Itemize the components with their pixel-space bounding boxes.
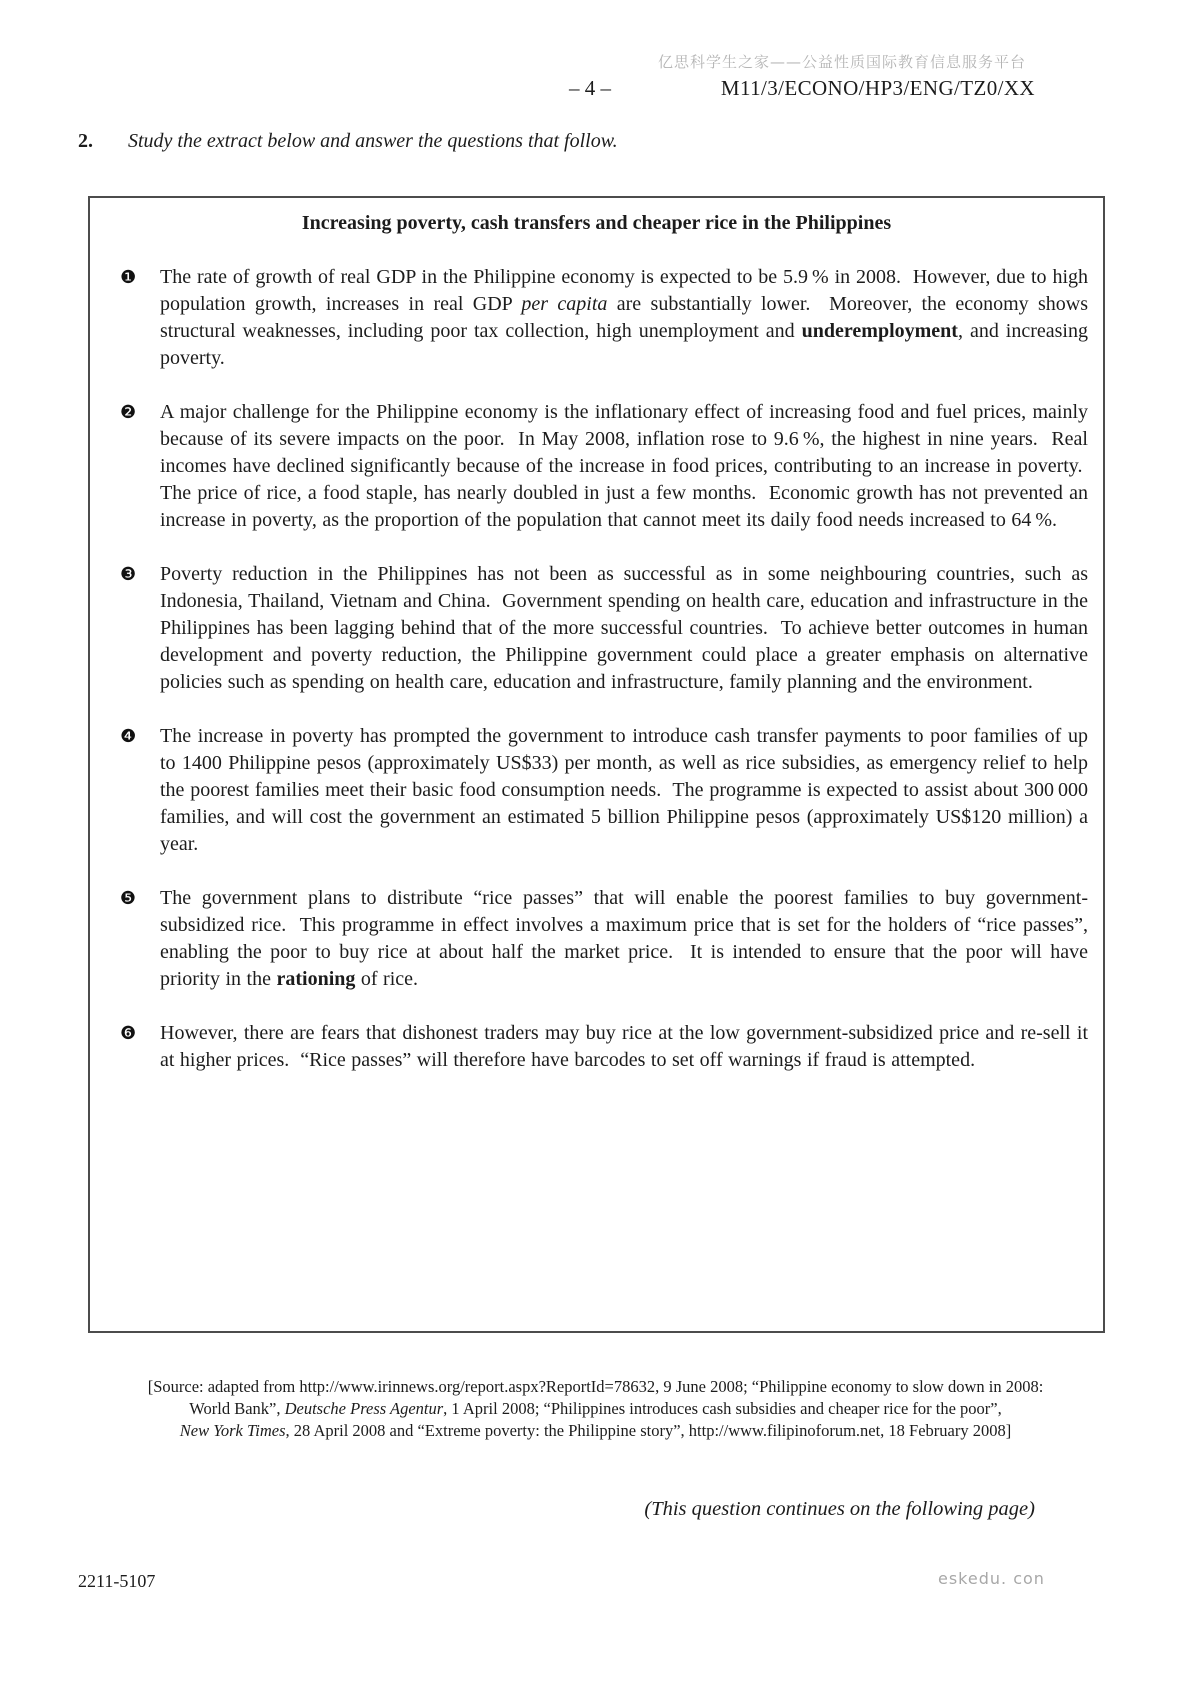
extract-paragraph [90,885,1103,993]
italic-text-run: per capita [521,293,608,315]
paragraph-number-icon: ❷ [120,402,137,423]
text-run: World Bank”, [189,1399,285,1418]
text-run: , 1 April 2008; “Philippines introduces cash subsidies and cheaper rice for the poor”, [443,1399,1002,1418]
question-number: 2. [78,130,93,152]
bold-text-run: underemployment [801,320,958,342]
paragraph-number-icon: ❹ [120,726,137,747]
text-run: The government plans to distribute “rice passes” that will enable the poorest families to buy government-subsidized rice. This programme in effect involves a maximum price that is set for the holders of “rice passes”, enabling the poor to buy rice at about half the market price. It is intended to ensure that the poor will have priority in the [160,887,1088,990]
paper-code: M11/3/ECONO/HP3/ENG/TZ0/XX [720,76,1035,100]
paragraph-number-icon: ❺ [120,888,137,909]
paragraph-text [160,1020,1088,1074]
paragraph-text [160,885,1088,993]
extract-paragraphs [90,264,1103,1074]
paragraph-text [160,264,1088,372]
extract-paragraph [90,723,1103,858]
extract-paragraph [90,264,1103,372]
paragraph-text [160,723,1088,858]
source-line [88,1420,1103,1442]
text-run: A major challenge for the Philippine economy is the inflationary effect of increasing food and fuel prices, mainly because of its severe impacts on the poor. In May 2008, inflation rose to 9.6 %, the highest in nine years. Real incomes have declined significantly because of the increase in food prices, contributing to an increase in poverty. The price of rice, a food staple, has nearly doubled in just a few months. Economic growth has not prevented an increase in poverty, as the proportion of the population that cannot meet its daily food needs increased to 64 %. [160,401,1088,531]
extract-paragraph [90,1020,1103,1074]
text-run: The rate of growth of real GDP in the Philippine economy is expected to be 5.9 % in 2008. However, due to high population growth, increases in real GDP [160,266,1088,315]
source-citation [88,1376,1103,1442]
bold-text-run: rationing [276,968,356,990]
site-watermark: eskedu. con [938,1569,1045,1588]
source-line [88,1376,1103,1398]
paper-reference-number: 2211-5107 [78,1571,156,1591]
paragraph-number-icon: ❻ [120,1023,137,1044]
question-line [78,128,1030,154]
italic-text-run: Deutsche Press Agentur [284,1399,444,1418]
chinese-watermark-text: 亿思科学生之家——公益性质国际教育信息服务平台 [658,53,1027,71]
text-run: of rice. [355,968,419,990]
text-run: , 28 April 2008 and “Extreme poverty: the Philippine story”, http://www.filipinoforum.net, 18 February 2008] [285,1421,1012,1440]
continuation-note: (This question continues on the following page) [644,1498,1035,1520]
paragraph-text [160,399,1088,534]
extract-title: Increasing poverty, cash transfers and cheaper rice in the Philippines [301,212,892,234]
italic-text-run: New York Times [179,1421,286,1440]
paragraph-number-icon: ❶ [120,267,137,288]
page-number: – 4 – [569,76,611,100]
text-run: Poverty reduction in the Philippines has not been as successful as in some neighbouring countries, such as Indonesia, Thailand, Vietnam and China. Government spending on health care, education and infrastructure in the Philippines has been lagging behind that of the more successful countries. To achieve better outcomes in human development and poverty reduction, the Philippine government could place a greater emphasis on alternative policies such as spending on health care, education and infrastructure, family planning and the environment. [160,563,1088,693]
extract-paragraph [90,561,1103,696]
question-instruction: Study the extract below and answer the questions that follow. [128,130,618,152]
text-run: , and increasing poverty. [160,320,1088,369]
text-run: However, there are fears that dishonest traders may buy rice at the low government-subsidized price and re-sell it at higher prices. “Rice passes” will therefore have barcodes to set off warnings if fraud is attempted. [160,1022,1088,1071]
source-line [88,1398,1103,1420]
paragraph-number-icon: ❸ [120,564,137,585]
extract-box [88,196,1105,1333]
extract-paragraph [90,399,1103,534]
text-run: [Source: adapted from http://www.irinnews.org/report.aspx?ReportId=78632, 9 June 2008; “Philippine economy to slow down in 2008: [147,1377,1044,1396]
paragraph-text [160,561,1088,696]
text-run: are substantially lower. Moreover, the economy shows structural weaknesses, including poor tax collection, high unemployment and [160,293,1089,342]
text-run: The increase in poverty has prompted the government to introduce cash transfer payments to poor families of up to 1400 Philippine pesos (approximately US$33) per month, as well as rice subsidies, as emergency relief to help the poorest families meet their basic food consumption needs. The programme is expected to assist about 300 000 families, and will cost the government an estimated 5 billion Philippine pesos (approximately US$120 million) a year. [160,725,1088,855]
